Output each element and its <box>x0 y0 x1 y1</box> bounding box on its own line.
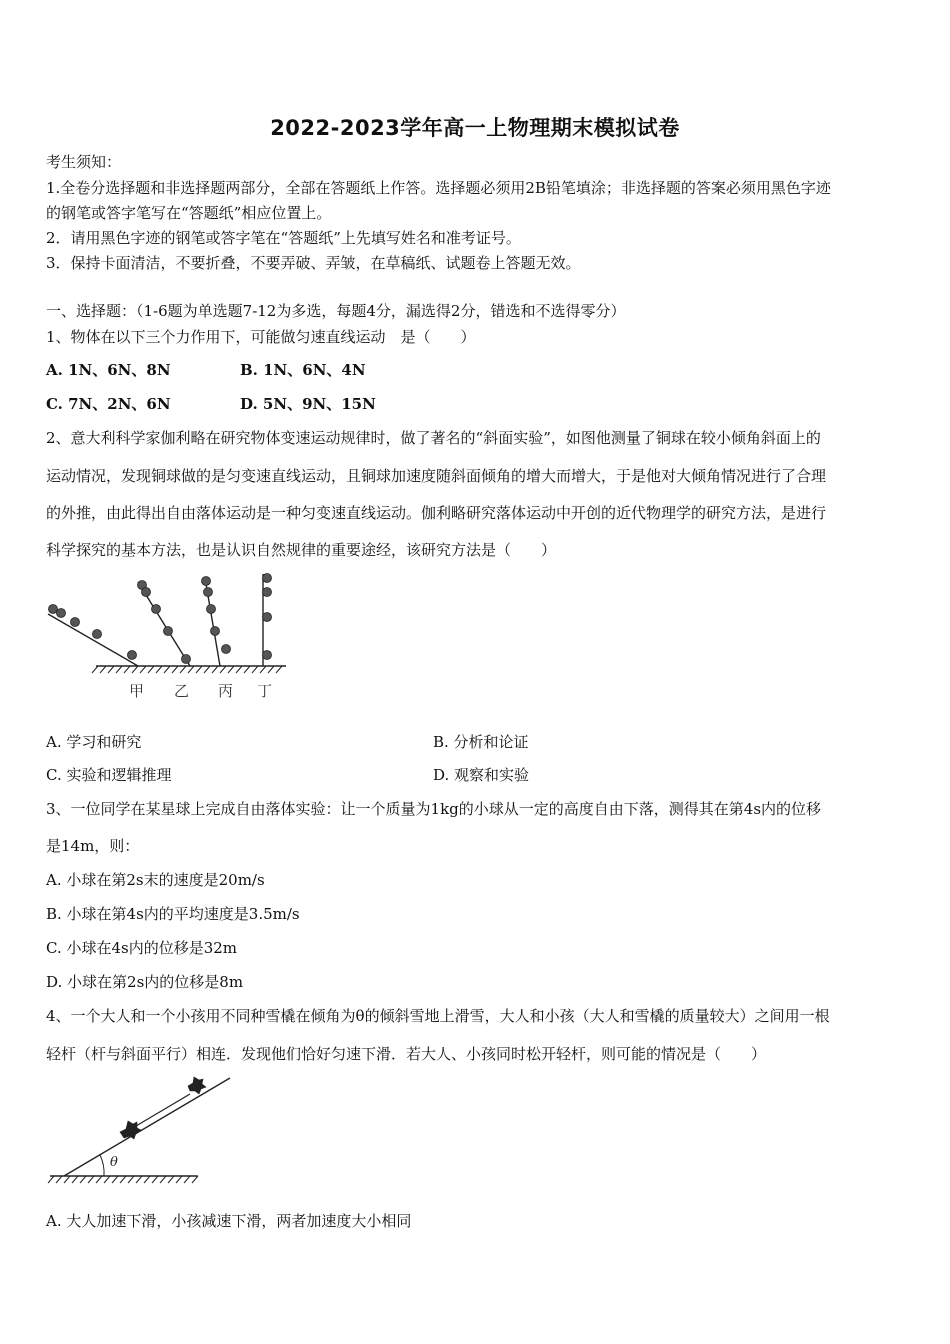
notice-item: 3．保持卡面清洁，不要折叠，不要弄破、弄皱，在草稿纸、试题卷上答题无效。 <box>46 254 581 272</box>
notice-item: 1.全卷分选择题和非选择题两部分，全部在答题纸上作答。选择题必须用2B铅笔填涂；非选择题的答案必须用黑色字迹 <box>46 179 831 197</box>
question-2-line: 运动情况，发现铜球做的是匀变速直线运动，且铜球加速度随斜面倾角的增大而增大，于是他对大倾角情况进行了合理 <box>46 467 827 485</box>
figure-label: 丁 <box>257 682 273 700</box>
q2-option-b: B. 分析和论证 <box>433 733 529 751</box>
q3-option-d: D. 小球在第2s内的位移是8m <box>46 973 244 991</box>
section-heading: 一、选择题：（1-6题为单选题7-12为多选，每题4分，漏选得2分，错选和不选得零分） <box>46 302 626 320</box>
inclined-plane-figure <box>40 570 300 705</box>
q2-option-d: D. 观察和实验 <box>433 766 530 784</box>
q1-option-a: A. 1N、6N、8N <box>46 361 171 379</box>
q3-option-c: C. 小球在4s内的位移是32m <box>46 939 238 957</box>
question-2-line: 科学探究的基本方法，也是认识自然规律的重要途经，该研究方法是（ ） <box>46 541 557 559</box>
page-title: 2022-2023学年高一上物理期末模拟试卷 <box>270 116 680 140</box>
q1-option-d: D. 5N、9N、15N <box>240 395 376 413</box>
q3-option-b: B. 小球在第4s内的平均速度是3.5m/s <box>46 905 300 923</box>
notice-item: 的钢笔或答字笔写在“答题纸”相应位置上。 <box>46 204 332 222</box>
notice-item: 2．请用黑色字迹的钢笔或答字笔在“答题纸”上先填写姓名和准考证号。 <box>46 229 521 247</box>
figure-label: 乙 <box>174 682 190 700</box>
question-1-stem: 1、物体在以下三个力作用下，可能做匀速直线运动 是（ ） <box>46 328 476 346</box>
question-4-line: 4、一个大人和一个小孩用不同种雪橇在倾角为θ的倾斜雪地上滑雪，大人和小孩（大人和雪橇的质量较大）之间用一根 <box>46 1007 830 1025</box>
question-2-line: 的外推，由此得出自由落体运动是一种匀变速直线运动。伽利略研究落体运动中开创的近代物理学的研究方法，是进行 <box>46 504 827 522</box>
question-3-line: 是14m，则： <box>46 837 140 855</box>
figure-label: 甲 <box>129 682 145 700</box>
q2-option-c: C. 实验和逻辑推理 <box>46 766 172 784</box>
notice-heading: 考生须知： <box>46 153 122 171</box>
q3-option-a: A. 小球在第2s末的速度是20m/s <box>46 871 265 889</box>
question-3-line: 3、一位同学在某星球上完成自由落体实验：让一个质量为1kg的小球从一定的高度自由下落，测得其在第4s内的位移 <box>46 800 822 818</box>
question-4-line: 轻杆（杆与斜面平行）相连．发现他们恰好匀速下滑．若大人、小孩同时松开轻杆，则可能的情况是（ ） <box>46 1045 767 1063</box>
child-sled-icon <box>120 1121 141 1139</box>
sled-slope-figure <box>44 1070 244 1190</box>
q1-option-b: B. 1N、6N、4N <box>240 361 366 379</box>
figure-label: 丙 <box>218 682 234 700</box>
adult-sled-icon <box>188 1077 206 1094</box>
angle-label: θ <box>110 1155 118 1170</box>
q2-option-a: A. 学习和研究 <box>46 733 142 751</box>
q4-option-a: A. 大人加速下滑，小孩减速下滑，两者加速度大小相同 <box>46 1212 412 1230</box>
question-2-line: 2、意大利科学家伽利略在研究物体变速运动规律时，做了著名的“斜面实验”，如图他测量了铜球在较小倾角斜面上的 <box>46 429 821 447</box>
q1-option-c: C. 7N、2N、6N <box>46 395 171 413</box>
